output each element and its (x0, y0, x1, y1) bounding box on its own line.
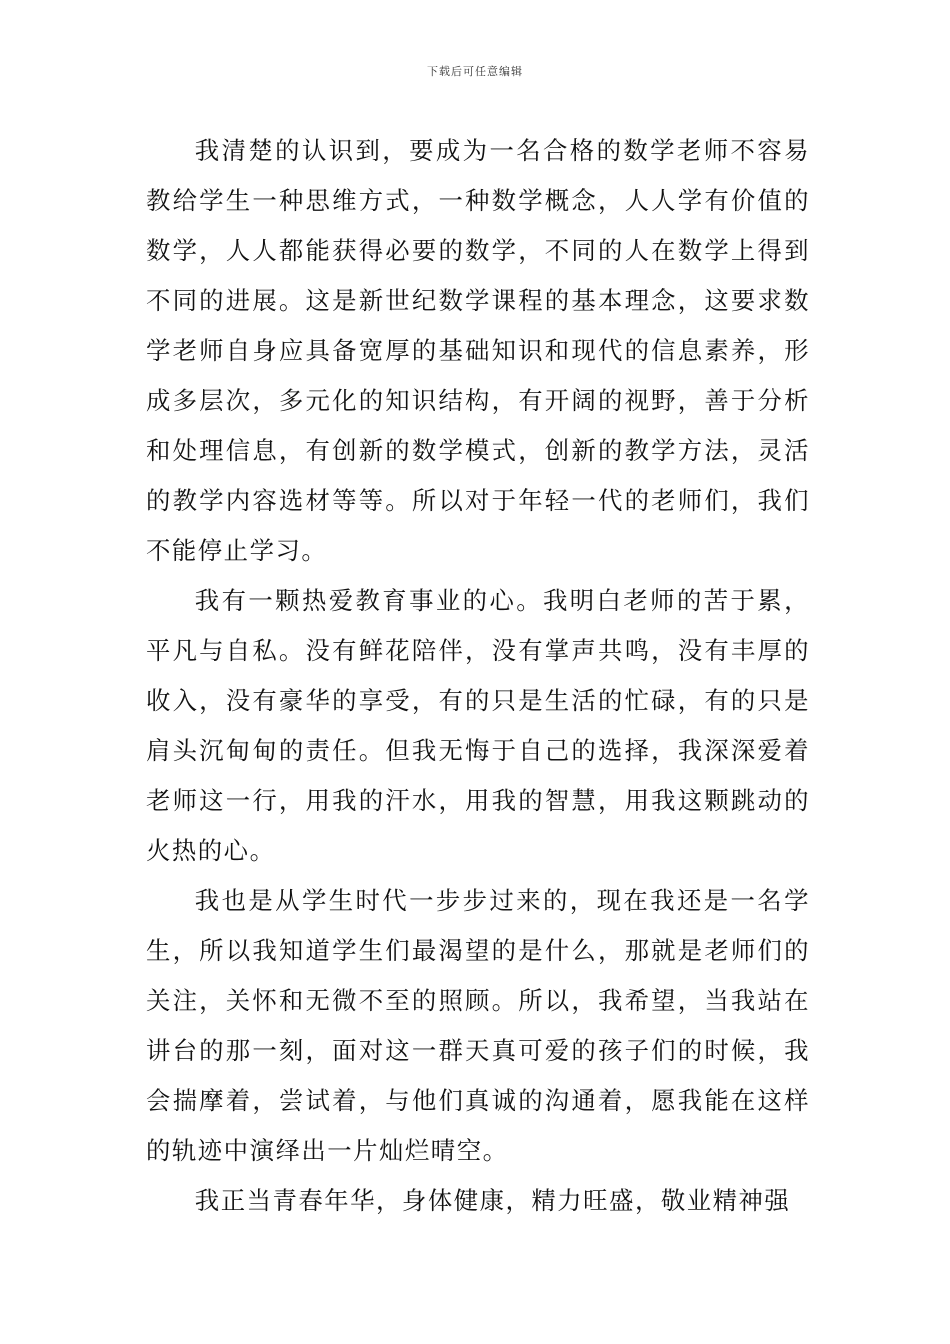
paragraph-2: 我有一颗热爱教育事业的心。我明白老师的苦于累，平凡与自私。没有鲜花陪伴，没有掌声共鸣，没有丰厚的收入，没有豪华的享受，有的只是生活的忙碌，有的只是肩头沉甸甸的责任。但我无悔于自己的选择，我深深爱着老师这一行，用我的汗水，用我的智慧，用我这颗跳动的火热的心。 (146, 586, 810, 865)
page-header: 下载后可任意编辑 (427, 65, 523, 78)
paragraph-3: 我也是从学生时代一步步过来的，现在我还是一名学生，所以我知道学生们最渴望的是什么，那就是老师们的关注，关怀和无微不至的照顾。所以，我希望，当我站在讲台的那一刻，面对这一群天真可爱的孩子们的时候，我会揣摩着，尝试着，与他们真诚的沟通着，愿我能在这样的轨迹中演绎出一片灿烂晴空。 (146, 886, 810, 1165)
paragraph-1: 我清楚的认识到，要成为一名合格的数学老师不容易教给学生一种思维方式，一种数学概念，人人学有价值的数学，人人都能获得必要的数学，不同的人在数学上得到不同的进展。这是新世纪数学课程的基本理念，这要求数学老师自身应具备宽厚的基础知识和现代的信息素养，形成多层次，多元化的知识结构，有开阔的视野，善于分析和处理信息，有创新的数学模式，创新的教学方法，灵活的教学内容选材等等。所以对于年轻一代的老师们，我们不能停止学习。 (146, 136, 810, 565)
paragraph-4: 我正当青春年华，身体健康，精力旺盛，敬业精神强 (194, 1186, 791, 1215)
document-body (146, 126, 810, 1226)
